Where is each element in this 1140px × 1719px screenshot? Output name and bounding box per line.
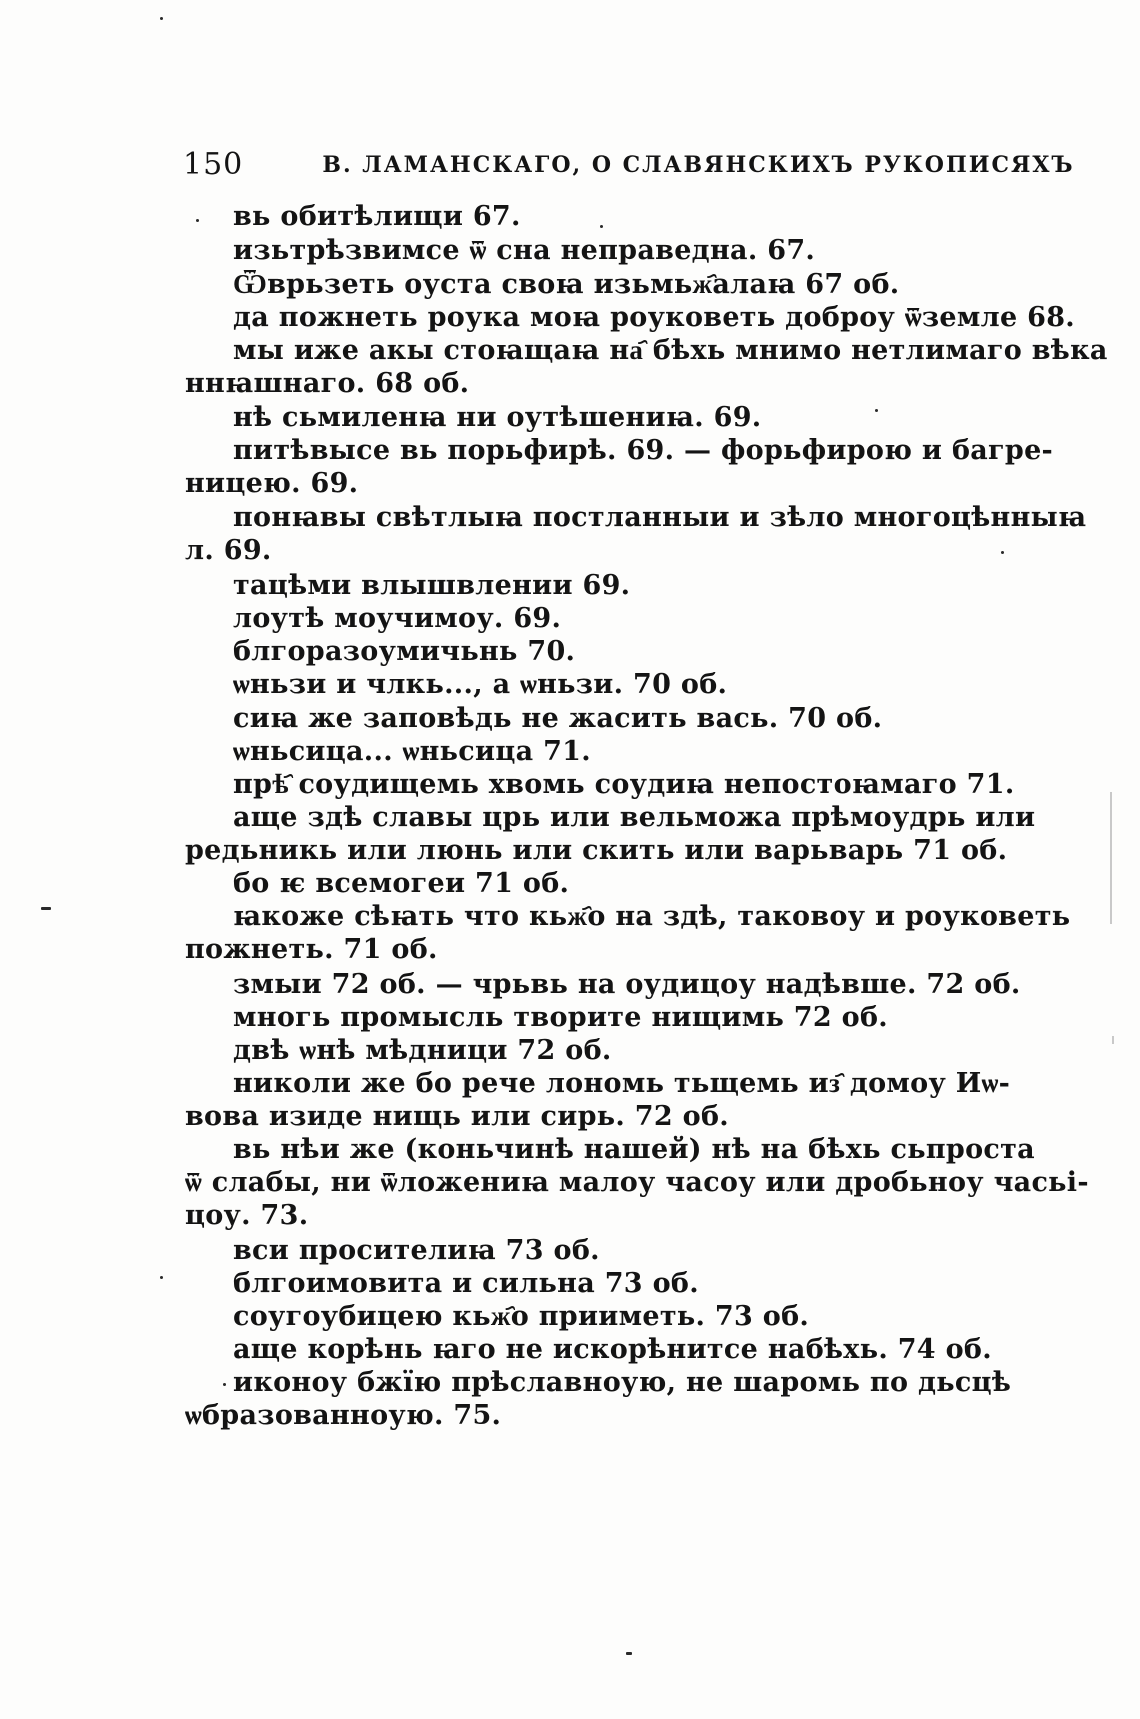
scan-speck [196,219,199,222]
page-edge-shadow [1110,792,1112,924]
text-line: редьникь или люнь или скить или варьварь 71 об. [185,835,1008,866]
text-line: цоу. 73. [185,1200,309,1231]
scan-speck [626,1652,632,1655]
text-line: многь промысль творите нищимь 72 об. [233,1002,888,1033]
text-line: вова изиде нищь или сирь. 72 об. [185,1101,729,1132]
text-line: нѣ сьмиленꙗ ни оутѣшениꙗ. 69. [233,402,762,433]
scan-speck [160,1276,163,1279]
scan-speck [600,225,603,228]
text-line: николи же бо рече лономь тьщемь из҄ домоу Иѡ- [233,1068,1011,1099]
text-line: вси просителиꙗ 73 об. [233,1235,600,1266]
text-line: л. 69. [185,535,272,566]
text-line: сиꙗ же заповѣдь не жасить вась. 70 об. [233,703,883,734]
text-line: ѡбразованноую. 75. [185,1400,502,1431]
text-line: вь обитѣлищи 67. [233,201,521,232]
text-line: змыи 72 об. — чрьвь на оудицоу надѣвше. 72 об. [233,969,1021,1000]
text-line: питѣвысе вь порьфирѣ. 69. — форьфирою и багре- [233,435,1054,466]
text-line: блгоимовита и сильна 73 об. [233,1268,699,1299]
text-line: вь нѣи же (коньчинѣ нашей) нѣ на бѣхь сьпроста [233,1134,1035,1165]
scan-speck [1001,551,1004,554]
scan-speck [223,1383,226,1386]
text-line: ꙗкоже сѣꙗть что кьж҄о на здѣ, таковоу и роуковеть [233,901,1071,932]
page-header [183,143,1075,187]
text-line: Ѿврьзеть оуста своꙗ изьмьж҄алаꙗ 67 об. [233,269,900,300]
text-line: прѣ҄ соудищемь хвомь соудиꙗ непостоꙗмаго 71. [233,769,1015,800]
text-line: понꙗвы свѣтлыꙗ постланныи и зѣло многоцѣнныꙗ [233,502,1087,533]
text-line: аще здѣ славы црь или вельможа прѣмоудрь или [233,802,1036,833]
text-line: иконоу бжїю прѣславноую, не шаромь по дьсцѣ [233,1367,1012,1398]
text-line: тацѣми влышвлении 69. [233,570,631,601]
scan-speck [160,17,163,20]
text-line: пожнеть. 71 об. [185,934,438,965]
text-line: лоутѣ моучимоу. 69. [233,603,562,634]
text-line: аще корѣнь ꙗго не искорѣнитсе набѣхь. 74 об. [233,1334,992,1365]
text-line: бо ѥ всемогеи 71 об. [233,868,570,899]
text-line: да пожнеть роука моꙗ роуковеть доброу ѿземле 68. [233,302,1075,333]
text-line: мы иже акы стоꙗщаꙗ на҄ бѣхь мнимо нетлимаго вѣка [233,335,1108,366]
running-head: В. ЛАМАНСКАГО, О СЛАВЯНСКИХЪ РУКОПИСЯХЪ [322,152,1075,178]
text-line: ѡньзи и члкь..., а ѡньзи. 70 об. [233,669,728,700]
page-number: 150 [183,147,244,182]
text-line: ннꙗшнаго. 68 об. [185,368,470,399]
text-line: соугоубицею кьж҄о прииметь. 73 об. [233,1301,810,1332]
scan-speck [875,409,878,412]
text-line: блгоразоумичьнь 70. [233,636,576,667]
page-edge-shadow [1112,1036,1114,1044]
text-line: изьтрѣзвимсе ѿ сна неправедна. 67. [233,235,816,266]
scan-speck [41,907,51,910]
text-line: ѿ слабы, ни ѿложениꙗ малоу часоу или дробьноу часьі- [185,1167,1089,1198]
text-line: двѣ ѡнѣ мѣдници 72 об. [233,1035,612,1066]
text-line: ницею. 69. [185,468,359,499]
text-line: ѡньсица... ѡньсица 71. [233,736,591,767]
